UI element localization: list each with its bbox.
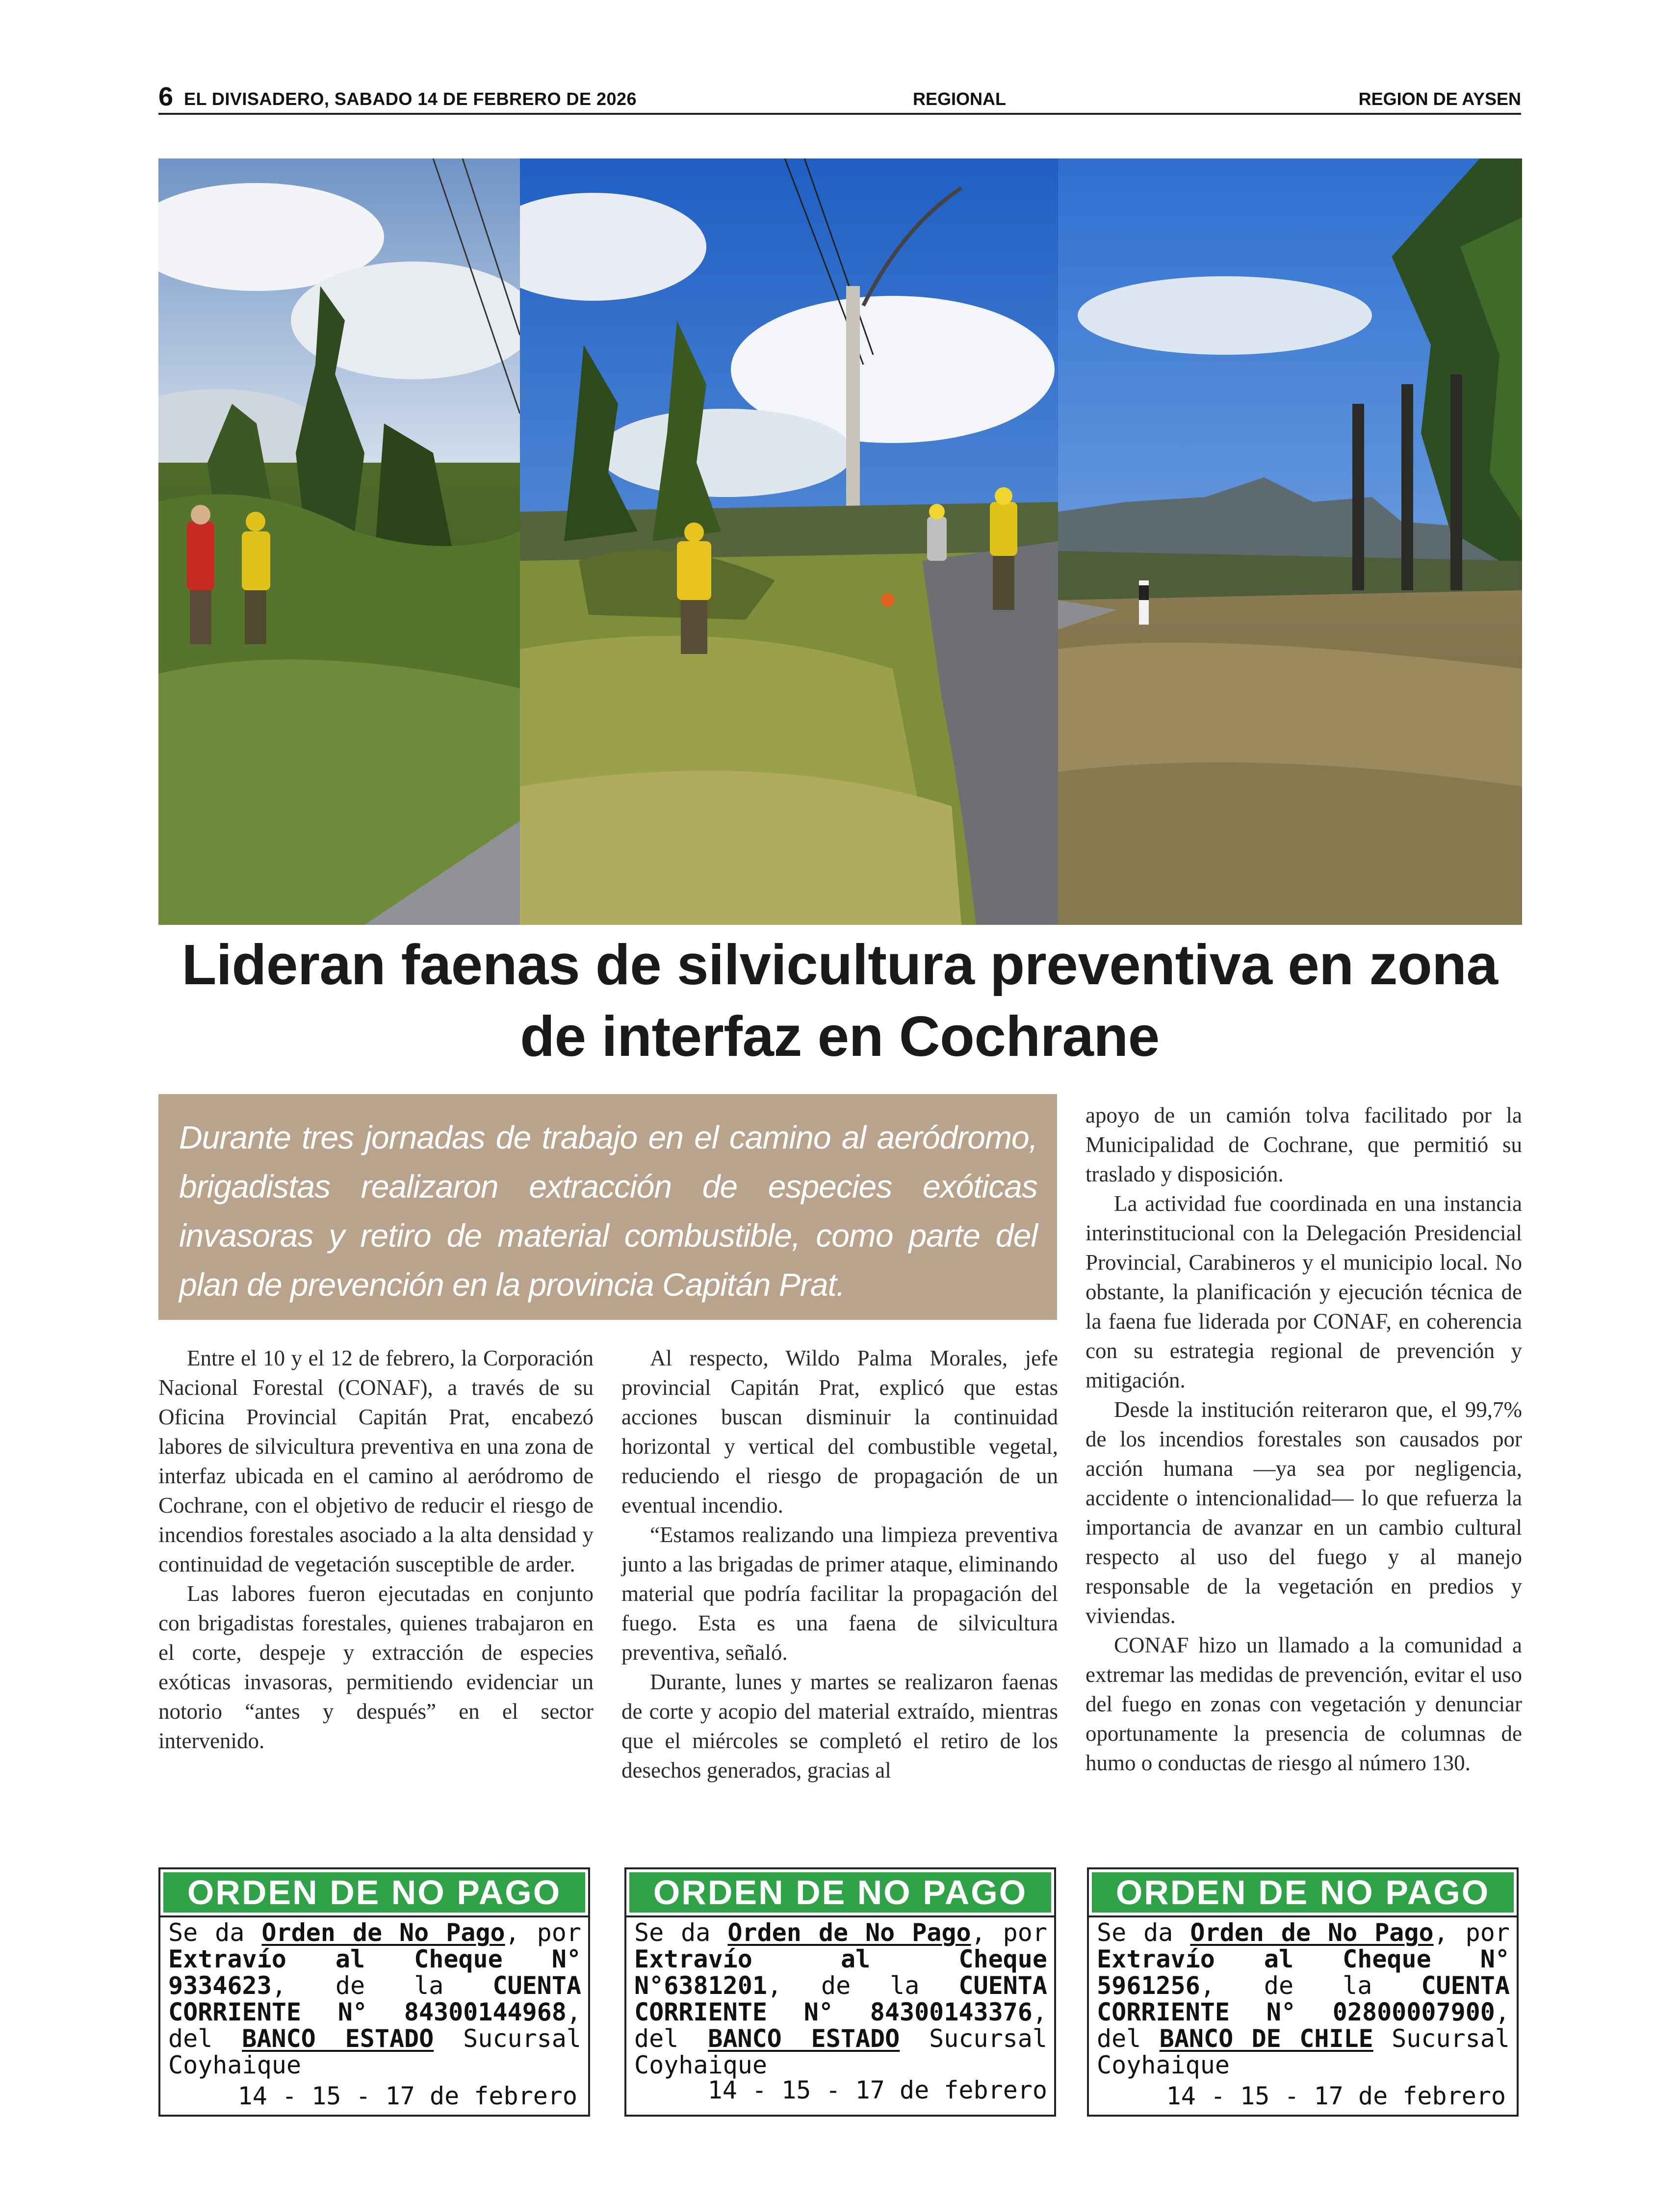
photo-brigadistas-image <box>158 158 520 925</box>
notice-account: CUENTA CORRIENTE N° 02800007900 <box>1097 1971 1510 2026</box>
column-1-paragraph: Las labores fueron ejecutadas en conjunto con brigadistas forestales, quienes trabajaron en el corte, despeje y extracción de especies exóticas invasoras, permitiendo evidenciar un notorio “antes y después” en el sector intervenido. <box>158 1581 594 1753</box>
notice-title: ORDEN DE NO PAGO <box>163 1872 585 1913</box>
notice-text: , por <box>505 1918 581 1947</box>
notice-orden-no-pago-3 <box>1087 1867 1519 2117</box>
notice-bank: BANCO ESTADO <box>242 2024 434 2053</box>
notice-body <box>1089 1917 1517 2078</box>
column-2-paragraph: Durante, lunes y martes se realizaron faenas de corte y acopio del material extraído, mientras que el miércoles se completó el retiro de los desechos generados, gracias al <box>621 1670 1058 1783</box>
column-2-paragraph: “Estamos realizando una limpieza preventiva junto a las brigadas de primer ataque, eliminando material que podría facilitar la propagación del fuego. Esta es una faena de silvicultura preventiva, señaló. <box>621 1522 1058 1665</box>
notice-cheque: Extravío al Cheque N°6381201 <box>634 1945 1047 2000</box>
photo-brigadistas-cortando-vegetacion <box>158 158 520 925</box>
notice-orden-no-pago-1 <box>158 1867 590 2117</box>
notice-text: Se da <box>634 1918 728 1947</box>
notice-account: CUENTA CORRIENTE N° 84300144968 <box>168 1971 581 2026</box>
column-3-paragraph: apoyo de un camión tolva facilitado por la Municipalidad de Cochrane, que permitió su traslado y disposición. <box>1086 1103 1522 1186</box>
column-3-paragraph: La actividad fue coordinada en una instancia interinstitucional con la Delegación Presidencial Provincial, Carabineros y el municipio local. No obstante, la planificación y ejecución técnica de la faena fue liderada por CONAF, en coherencia con su estrategia regional de prevención y mitigación. <box>1086 1191 1522 1392</box>
photo-despejado-image <box>1058 158 1522 925</box>
section-name: REGIONAL <box>913 89 1007 109</box>
lead-text: Durante tres jornadas de trabajo en el camino al aeródromo, brigadistas realizaron extracción de especies exóticas invasoras y retiro de material combustible, como parte del plan de prevención en la provincia Capitán Prat. <box>179 1119 1037 1303</box>
lead-box <box>158 1094 1057 1320</box>
notice-text: , del <box>1097 1998 1510 2053</box>
notice-body <box>626 1917 1054 2078</box>
photo-sector-despejado <box>1058 158 1522 925</box>
notice-dates: 14 - 15 - 17 de febrero <box>707 2076 1047 2104</box>
notice-text: , del <box>634 1998 1047 2053</box>
notice-text: Se da <box>1097 1918 1190 1947</box>
page-number: 6 <box>158 82 174 111</box>
notice-text: Sucursal Coyhaique <box>168 2024 581 2079</box>
notice-cheque: Extravío al Cheque N° 9334623 <box>168 1945 581 2000</box>
notice-bank: BANCO DE CHILE <box>1159 2024 1373 2053</box>
page-header <box>158 82 1521 115</box>
headline-line-1: Lideran faenas de silvicultura preventiva en zona <box>181 933 1498 996</box>
photo-camino-image <box>520 158 1058 925</box>
column-3-paragraph: CONAF hizo un llamado a la comunidad a extremar las medidas de prevención, evitar el uso del fuego en zonas con vegetación y denunciar oportunamente la presencia de columnas de humo o conductas de riesgo al número 130. <box>1086 1633 1522 1775</box>
notice-order-label: Orden de No Pago <box>1190 1918 1434 1947</box>
column-2-paragraph: Al respecto, Wildo Palma Morales, jefe provincial Capitán Prat, explicó que estas acciones buscan disminuir la continuidad horizontal y vertical del combustible vegetal, reduciendo el riesgo de propagación de un eventual incendio. <box>621 1346 1058 1518</box>
notice-text: , por <box>1433 1918 1510 1947</box>
notice-text: Sucursal Coyhaique <box>634 2024 1047 2079</box>
notice-text: , por <box>971 1918 1047 1947</box>
notice-dates: 14 - 15 - 17 de febrero <box>1166 2082 1506 2110</box>
notice-cheque: Extravío al Cheque N° 5961256 <box>1097 1945 1510 2000</box>
article-column-2 <box>621 1343 1058 1785</box>
notice-text: , de la <box>767 1971 959 2000</box>
article-headline <box>158 925 1521 1076</box>
notice-title: ORDEN DE NO PAGO <box>629 1872 1051 1913</box>
notice-orden-no-pago-2 <box>624 1867 1056 2117</box>
notice-text: Se da <box>168 1918 262 1947</box>
notice-text: , de la <box>1200 1971 1422 2000</box>
notice-text: , del <box>168 1998 581 2053</box>
notice-dates: 14 - 15 - 17 de febrero <box>237 2082 577 2110</box>
article-column-1 <box>158 1343 594 1756</box>
region-name: REGION DE AYSEN <box>1358 89 1521 109</box>
headline-line-2: de interfaz en Cochrane <box>520 1004 1160 1068</box>
photo-camino-poste-brigadistas <box>520 158 1058 925</box>
notice-account: CUENTA CORRIENTE N° 84300143376 <box>634 1971 1047 2026</box>
notice-order-label: Orden de No Pago <box>727 1918 971 1947</box>
notice-bank: BANCO ESTADO <box>708 2024 900 2053</box>
notice-title: ORDEN DE NO PAGO <box>1092 1872 1514 1913</box>
notice-order-label: Orden de No Pago <box>261 1918 505 1947</box>
dateline: EL DIVISADERO, SABADO 14 DE FEBRERO DE 2026 <box>184 89 637 109</box>
notice-body <box>160 1917 588 2078</box>
column-1-paragraph: Entre el 10 y el 12 de febrero, la Corporación Nacional Forestal (CONAF), a través de su Oficina Provincial Capitán Prat, encabezó labores de silvicultura preventiva en una zona de interfaz ubicada en el camino al aeródromo de Cochrane, con el objetivo de reducir el riesgo de incendios forestales asociado a la alta densidad y continuidad de vegetación susceptible de arder. <box>158 1346 594 1576</box>
article-column-3 <box>1086 1101 1522 1778</box>
notice-text: , de la <box>271 1971 493 2000</box>
column-3-paragraph: Desde la institución reiteraron que, el 99,7% de los incendios forestales son causados por acción humana —ya sea por negligencia, accidente o intencionalidad— lo que refuerza la importancia de avanzar en un cambio cultural respecto al uso del fuego y al manejo responsable de la vegetación en predios y viviendas. <box>1086 1397 1522 1628</box>
notice-text: Sucursal Coyhaique <box>1097 2024 1510 2079</box>
